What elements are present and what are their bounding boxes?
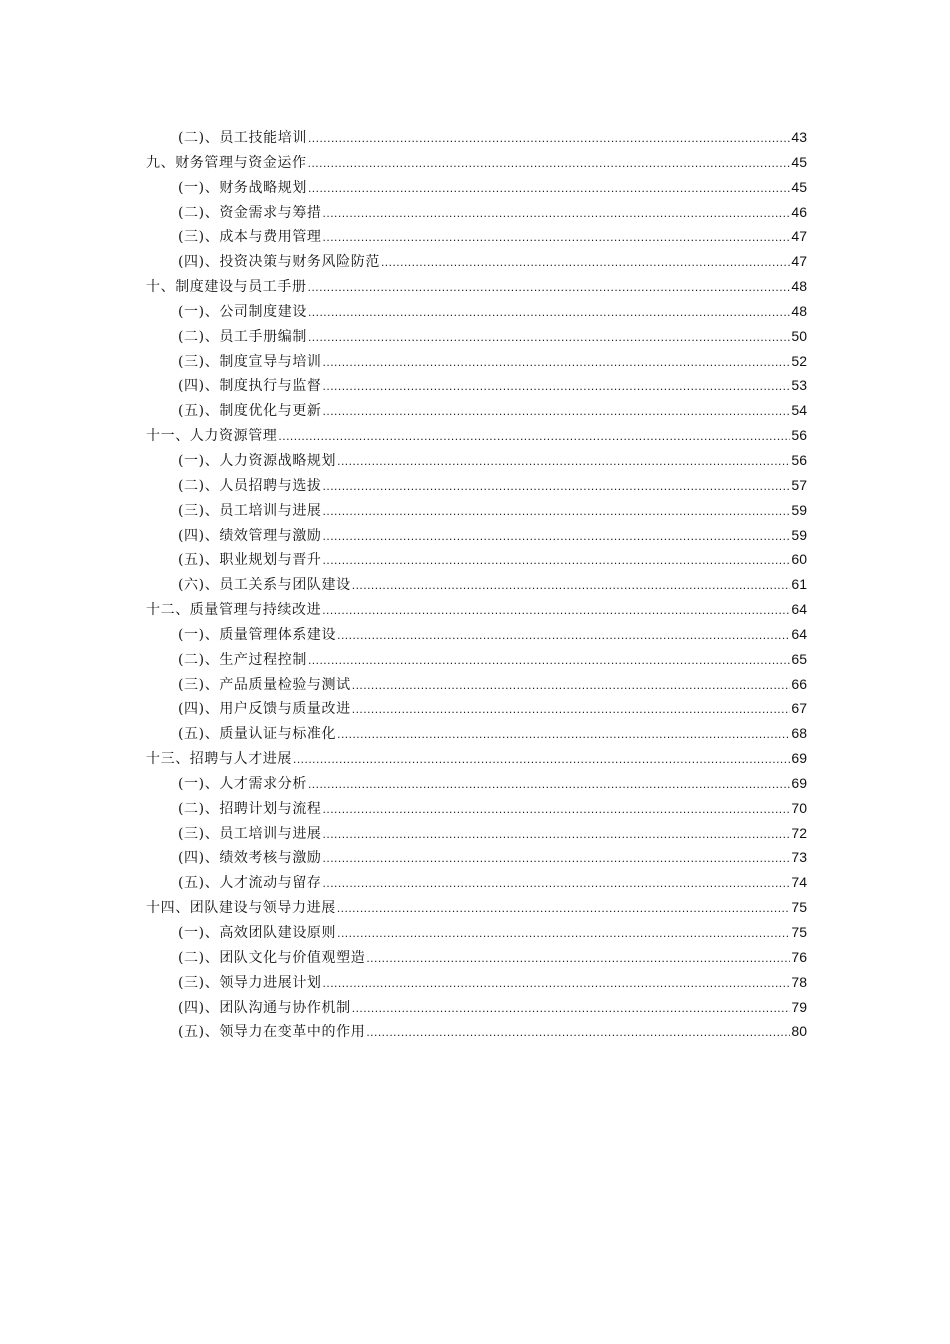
toc-entry-title: (五)、人才流动与留存 xyxy=(178,875,322,892)
toc-dot-leader xyxy=(308,126,790,151)
toc-page-number: 45 xyxy=(791,178,807,195)
toc-dot-leader xyxy=(323,201,791,226)
toc-entry-title: 十四、团队建设与领导力进展 xyxy=(146,900,336,917)
toc-page-number: 52 xyxy=(791,352,807,369)
toc-section-entry[interactable] xyxy=(146,622,807,647)
toc-dot-leader xyxy=(323,225,791,250)
toc-dot-leader xyxy=(323,399,791,424)
toc-dot-leader xyxy=(337,449,790,474)
toc-entry-title: (二)、团队文化与价值观塑造 xyxy=(178,949,366,966)
toc-entry-title: (四)、投资决策与财务风险防范 xyxy=(178,254,380,271)
toc-section-entry[interactable] xyxy=(146,995,807,1020)
toc-page-number: 56 xyxy=(791,451,807,468)
toc-section-entry[interactable] xyxy=(146,672,807,697)
toc-entry-title: (三)、领导力进展计划 xyxy=(178,974,322,991)
toc-dot-leader xyxy=(352,996,791,1021)
toc-entry-title: (二)、员工技能培训 xyxy=(178,130,307,146)
toc-section-entry[interactable] xyxy=(146,771,807,796)
toc-page-number: 48 xyxy=(791,302,807,319)
toc-section-entry[interactable] xyxy=(146,870,807,895)
toc-page-number: 60 xyxy=(791,551,807,568)
toc-page-number: 69 xyxy=(791,774,807,791)
toc-dot-leader xyxy=(323,548,791,573)
toc-section-entry[interactable] xyxy=(146,299,807,324)
toc-dot-leader xyxy=(352,697,791,722)
toc-entry-title: 十一、人力资源管理 xyxy=(146,428,278,445)
toc-entry-title: 十、制度建设与员工手册 xyxy=(146,279,307,296)
toc-page-number: 56 xyxy=(791,427,807,444)
toc-page-number: 45 xyxy=(791,153,807,170)
toc-page-number: 66 xyxy=(791,675,807,692)
toc-entry-title: 十三、招聘与人才进展 xyxy=(146,751,292,768)
toc-entry-title: (二)、员工手册编制 xyxy=(178,328,307,345)
toc-dot-leader xyxy=(323,374,791,399)
toc-page-number: 78 xyxy=(791,973,807,990)
toc-page-number: 72 xyxy=(791,824,807,841)
toc-chapter-entry[interactable] xyxy=(146,895,807,920)
toc-entry-title: (三)、员工培训与进展 xyxy=(178,825,322,842)
toc-section-entry[interactable] xyxy=(146,523,807,548)
toc-entry-title: (二)、人员招聘与选拔 xyxy=(178,477,322,494)
toc-section-entry[interactable] xyxy=(146,249,807,274)
toc-dot-leader xyxy=(308,772,790,797)
toc-page-number: 47 xyxy=(791,253,807,270)
toc-section-entry[interactable] xyxy=(146,647,807,672)
toc-dot-leader xyxy=(323,474,791,499)
toc-entry-title: 九、财务管理与资金运作 xyxy=(146,154,307,171)
toc-dot-leader xyxy=(323,871,791,896)
toc-dot-leader xyxy=(352,573,791,598)
toc-entry-title: (三)、成本与费用管理 xyxy=(178,229,322,246)
toc-chapter-entry[interactable] xyxy=(146,150,807,175)
toc-section-entry[interactable] xyxy=(146,572,807,597)
toc-dot-leader xyxy=(308,176,790,201)
toc-dot-leader xyxy=(337,896,791,921)
toc-dot-leader xyxy=(308,325,790,350)
toc-dot-leader xyxy=(323,846,791,871)
toc-page-number: 57 xyxy=(791,476,807,493)
toc-dot-leader xyxy=(381,250,790,275)
toc-entry-title: (四)、绩效考核与激励 xyxy=(178,850,322,867)
toc-dot-leader xyxy=(308,151,791,176)
toc-section-entry[interactable] xyxy=(146,796,807,821)
toc-entry-title: (五)、制度优化与更新 xyxy=(178,403,322,420)
toc-section-entry[interactable] xyxy=(146,398,807,423)
toc-page-number: 80 xyxy=(791,1023,807,1040)
toc-section-entry[interactable] xyxy=(146,721,807,746)
toc-page-number: 46 xyxy=(791,203,807,220)
toc-section-entry[interactable] xyxy=(146,845,807,870)
toc-entry-title: (一)、公司制度建设 xyxy=(178,303,307,320)
toc-dot-leader xyxy=(308,648,790,673)
toc-entry-title: (四)、团队沟通与协作机制 xyxy=(178,999,351,1016)
toc-page-number: 65 xyxy=(791,650,807,667)
toc-dot-leader xyxy=(366,1020,790,1045)
toc-section-entry[interactable] xyxy=(146,175,807,200)
toc-dot-leader xyxy=(323,350,791,375)
toc-dot-leader xyxy=(308,275,791,300)
toc-section-entry[interactable] xyxy=(146,349,807,374)
toc-section-entry[interactable] xyxy=(146,125,807,150)
toc-section-entry[interactable] xyxy=(146,448,807,473)
toc-dot-leader xyxy=(322,598,790,623)
toc-entry-title: (一)、财务战略规划 xyxy=(178,179,307,196)
toc-section-entry[interactable] xyxy=(146,200,807,225)
toc-dot-leader xyxy=(337,722,790,747)
toc-dot-leader xyxy=(323,797,791,822)
toc-chapter-entry[interactable] xyxy=(146,746,807,771)
toc-page-number: 43 xyxy=(791,129,807,145)
toc-entry-title: (三)、产品质量检验与测试 xyxy=(178,676,351,693)
toc-section-entry[interactable] xyxy=(146,1019,807,1044)
toc-chapter-entry[interactable] xyxy=(146,274,807,299)
toc-dot-leader xyxy=(323,499,791,524)
toc-dot-leader xyxy=(293,747,790,772)
toc-section-entry[interactable] xyxy=(146,373,807,398)
toc-dot-leader xyxy=(323,822,791,847)
toc-entry-title: (四)、绩效管理与激励 xyxy=(178,527,322,544)
toc-dot-leader xyxy=(352,673,791,698)
toc-page-number: 75 xyxy=(791,924,807,940)
toc-section-entry[interactable] xyxy=(146,547,807,572)
toc-dot-leader xyxy=(337,921,790,946)
toc-page-number: 70 xyxy=(791,799,807,816)
toc-page-number: 74 xyxy=(791,874,807,891)
toc-entry-title: (二)、资金需求与筹措 xyxy=(178,204,322,221)
toc-page-number: 67 xyxy=(791,700,807,717)
toc-entry-title: (五)、职业规划与晋升 xyxy=(178,552,322,569)
toc-entry-title: (二)、招聘计划与流程 xyxy=(178,800,322,817)
toc-page-number: 50 xyxy=(791,327,807,344)
toc-page-number: 64 xyxy=(791,625,807,642)
toc-dot-leader xyxy=(323,524,791,549)
toc-page-number: 75 xyxy=(791,899,807,916)
toc-entry-title: (四)、用户反馈与质量改进 xyxy=(178,701,351,718)
toc-page-number: 73 xyxy=(791,849,807,866)
toc-entry-title: 十二、质量管理与持续改进 xyxy=(146,602,322,619)
toc-page-number: 69 xyxy=(791,750,807,767)
toc-entry-title: (三)、制度宣导与培训 xyxy=(178,353,322,370)
toc-entry-title: (四)、制度执行与监督 xyxy=(178,378,322,395)
toc-chapter-entry[interactable] xyxy=(146,597,807,622)
toc-page-number: 68 xyxy=(791,725,807,742)
toc-entry-title: (五)、领导力在变革中的作用 xyxy=(178,1024,366,1041)
toc-page-number: 48 xyxy=(791,278,807,295)
toc-entry-title: (五)、质量认证与标准化 xyxy=(178,726,337,743)
toc-page-number: 53 xyxy=(791,377,807,394)
toc-section-entry[interactable] xyxy=(146,473,807,498)
toc-entry-title: (一)、质量管理体系建设 xyxy=(178,626,337,643)
toc-chapter-entry[interactable] xyxy=(146,423,807,448)
toc-section-entry[interactable] xyxy=(146,970,807,995)
toc-dot-leader xyxy=(366,946,790,971)
toc-section-entry[interactable] xyxy=(146,920,807,945)
toc-page-number: 59 xyxy=(791,501,807,518)
toc-entry-title: (一)、高效团队建设原则 xyxy=(178,925,337,941)
toc-dot-leader xyxy=(323,971,791,996)
toc-dot-leader xyxy=(278,424,790,449)
toc-section-entry[interactable] xyxy=(146,498,807,523)
toc-entry-title: (一)、人力资源战略规划 xyxy=(178,452,337,469)
toc-section-entry[interactable] xyxy=(146,945,807,970)
toc-page-number: 59 xyxy=(791,526,807,543)
toc-section-entry[interactable] xyxy=(146,821,807,846)
toc-entry-title: (三)、员工培训与进展 xyxy=(178,502,322,519)
toc-page-number: 64 xyxy=(791,601,807,618)
toc-section-entry[interactable] xyxy=(146,324,807,349)
toc-section-entry[interactable] xyxy=(146,224,807,249)
toc-page-number: 76 xyxy=(791,948,807,965)
toc-page-number: 79 xyxy=(791,998,807,1015)
toc-entry-title: (一)、人才需求分析 xyxy=(178,775,307,792)
toc-section-entry[interactable] xyxy=(146,696,807,721)
toc-page-number: 54 xyxy=(791,402,807,419)
toc-page-number: 47 xyxy=(791,228,807,245)
toc-entry-title: (六)、员工关系与团队建设 xyxy=(178,577,351,594)
toc-entry-title: (二)、生产过程控制 xyxy=(178,651,307,668)
toc-page-number: 61 xyxy=(791,576,807,593)
toc-dot-leader xyxy=(308,300,790,325)
toc-dot-leader xyxy=(337,623,790,648)
table-of-contents xyxy=(146,125,807,1044)
